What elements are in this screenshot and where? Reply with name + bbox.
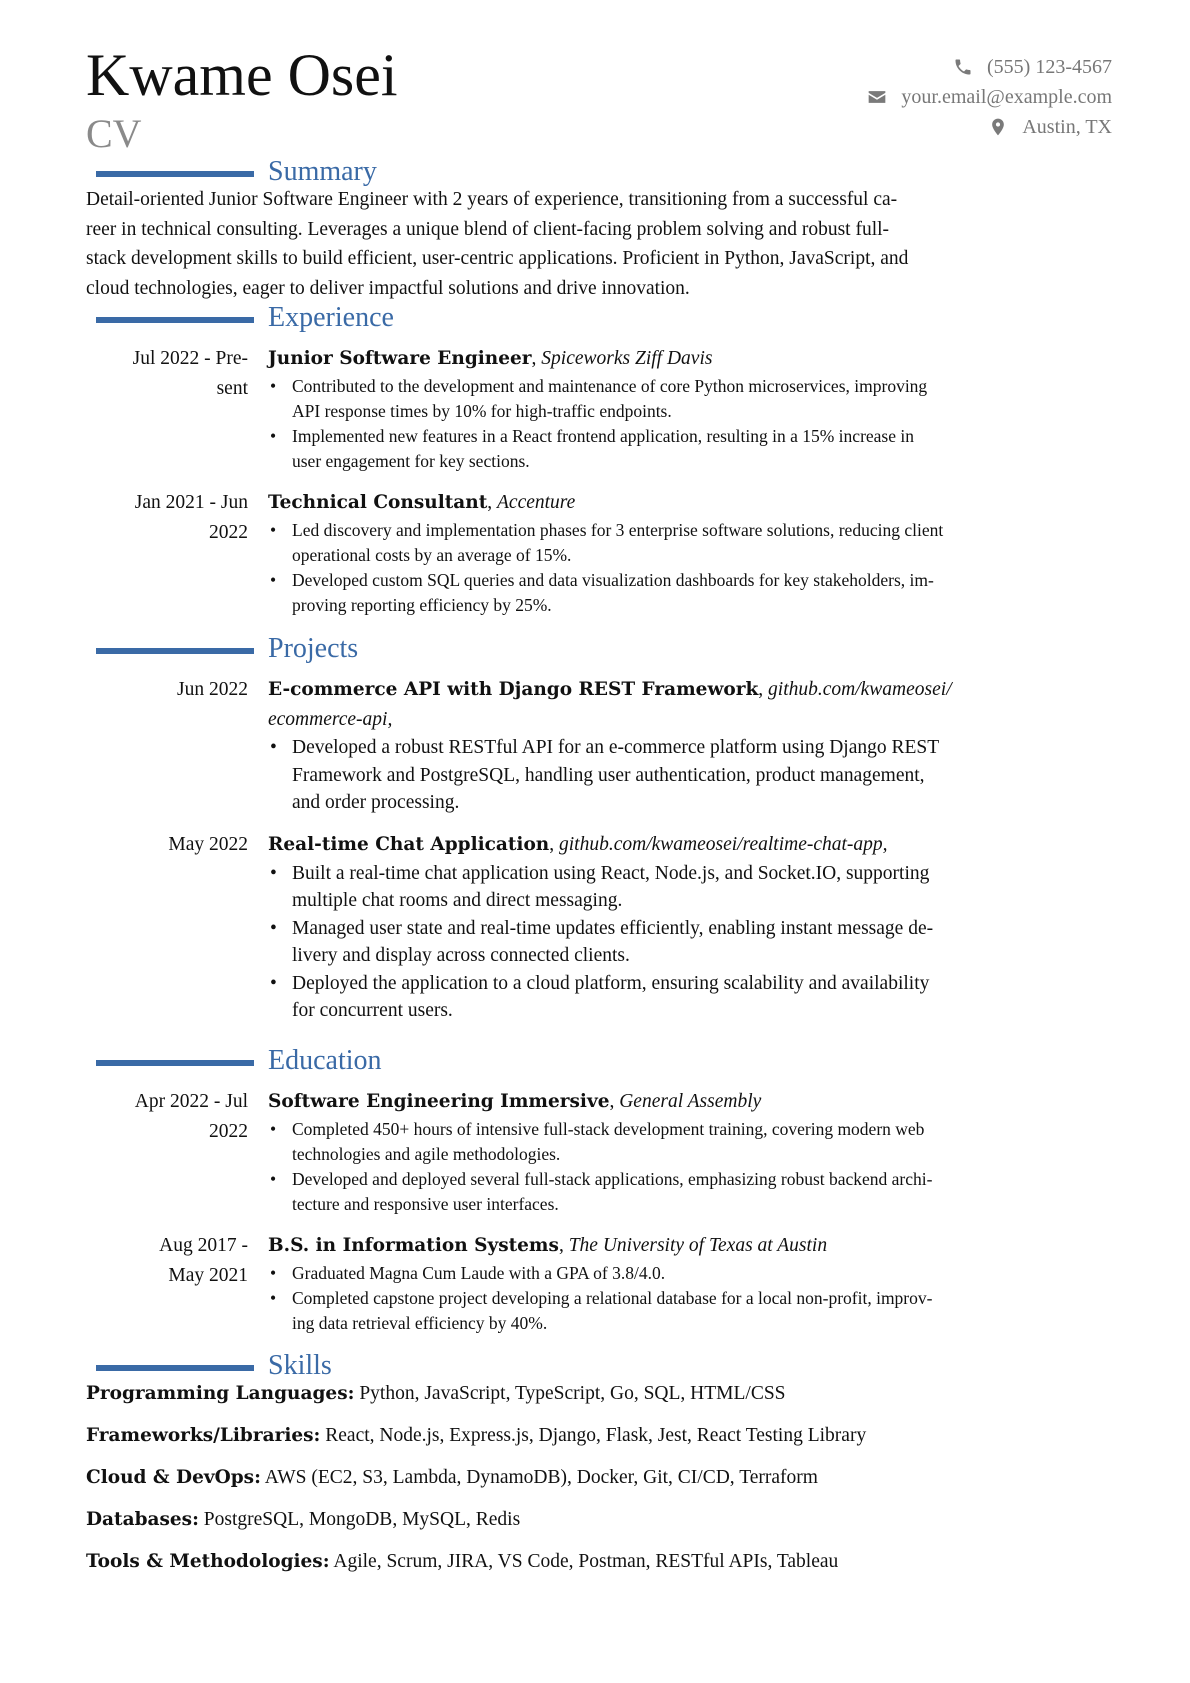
list-item: • Developed custom SQL queries and data visualization dashboards for key stakeholders, im- proving reporting efficiency by 25%. — [292, 568, 1118, 618]
section-header-experience — [96, 302, 394, 334]
entry-heading: E-commerce API with Django REST Framework, github.com/kwameosei/ — [268, 679, 952, 700]
skill-label: Frameworks/Libraries: — [86, 1425, 321, 1446]
list-item: • Contributed to the development and maintenance of core Python microservices, improving API response times by 10% for high-traffic endpoints. — [292, 374, 1118, 424]
section-accent-bar — [96, 648, 254, 654]
list-item: • Graduated Magna Cum Laude with a GPA of 3.8/4.0. — [292, 1261, 1118, 1286]
bullet-list — [268, 1117, 1118, 1217]
section-accent-bar — [96, 171, 254, 177]
list-item: • Developed a robust RESTful API for an e-commerce platform using Django REST Framework and PostgreSQL, handling user authentication, product management, and order processing. — [292, 734, 1118, 817]
date-line: Jan 2021 - Jun — [134, 492, 248, 513]
document-subtitle: CV — [86, 111, 142, 156]
skill-row — [86, 1380, 786, 1408]
section-title: Projects — [268, 633, 359, 664]
contact-location — [867, 112, 1112, 142]
bullet-list — [268, 734, 1118, 817]
phone-icon — [953, 57, 973, 77]
entry-heading: Junior Software Engineer, Spiceworks Ziff Davis — [268, 348, 713, 369]
section-accent-bar — [96, 1365, 254, 1371]
date-line: Jul 2022 - Pre- — [132, 348, 248, 369]
email-address: your.email@example.com — [901, 86, 1112, 108]
date-line: 2022 — [209, 521, 248, 543]
date-line: May 2021 — [168, 1264, 248, 1286]
section-title: Summary — [268, 156, 377, 187]
skill-label: Cloud & DevOps: — [86, 1467, 261, 1488]
entry-heading: Technical Consultant, Accenture — [268, 492, 576, 513]
bullet-list — [268, 374, 1118, 474]
candidate-name: Kwame Osei — [86, 42, 398, 108]
section-header-summary — [96, 156, 377, 188]
list-item: • Led discovery and implementation phases for 3 enterprise software solutions, reducing client operational costs by an average of 15%. — [292, 518, 1118, 568]
degree-title: B.S. in Information Systems — [268, 1235, 559, 1256]
section-title: Experience — [268, 302, 394, 333]
contact-phone[interactable] — [867, 52, 1112, 82]
entry-body — [268, 675, 1118, 817]
summary-line: cloud technologies, eager to deliver impactful solutions and drive innovation. — [86, 277, 690, 299]
project-title: Real-time Chat Application — [268, 834, 550, 855]
institution: General Assembly — [619, 1091, 762, 1112]
date-line: sent — [216, 377, 248, 399]
bullet-list — [268, 860, 1118, 1025]
organization: Accenture — [497, 492, 576, 513]
summary-line: reer in technical consulting. Leverages a unique blend of client-facing problem solving and robust full- — [86, 218, 890, 240]
organization: Spiceworks Ziff Davis — [541, 348, 713, 369]
entry-date — [86, 1087, 248, 1146]
skill-value: PostgreSQL, MongoDB, MySQL, Redis — [203, 1509, 521, 1530]
entry-body — [268, 830, 1118, 1025]
envelope-icon — [867, 87, 887, 107]
skill-value: Agile, Scrum, JIRA, VS Code, Postman, RESTful APIs, Tableau — [333, 1551, 839, 1572]
skill-row — [86, 1548, 838, 1576]
entry-date — [86, 344, 248, 403]
job-title: Technical Consultant — [268, 492, 488, 513]
list-item: • Deployed the application to a cloud platform, ensuring scalability and availability for concurrent users. — [292, 970, 1118, 1025]
skill-label: Programming Languages: — [86, 1383, 355, 1404]
entry-date: Jun 2022 — [177, 679, 248, 700]
project-link[interactable]: ecommerce-api, — [268, 708, 393, 730]
list-item: • Managed user state and real-time updates efficiently, enabling instant message de- livery and display across connected clients. — [292, 915, 1118, 970]
degree-title: Software Engineering Immersive — [268, 1091, 610, 1112]
section-header-education — [96, 1045, 382, 1077]
section-title: Education — [268, 1045, 382, 1076]
summary-line: stack development skills to build efficient, user-centric applications. Proficient in Python, JavaScript, and — [86, 248, 909, 269]
phone-number: (555) 123-4567 — [987, 56, 1112, 78]
date-line: Apr 2022 - Jul — [134, 1091, 248, 1112]
skill-label: Tools & Methodologies: — [86, 1551, 330, 1572]
entry-body — [268, 1087, 1118, 1217]
section-header-projects — [96, 633, 358, 665]
entry-date: May 2022 — [168, 834, 248, 855]
entry-date — [86, 488, 248, 547]
skill-value: Python, JavaScript, TypeScript, Go, SQL, HTML/CSS — [359, 1383, 786, 1404]
skill-row — [86, 1506, 520, 1534]
skill-row — [86, 1464, 818, 1492]
project-link[interactable]: github.com/kwameosei/ — [768, 679, 952, 700]
project-link[interactable]: github.com/kwameosei/realtime-chat-app, — [559, 834, 888, 855]
summary-text — [86, 185, 1118, 303]
bullet-list — [268, 1261, 1118, 1336]
section-title: Skills — [268, 1350, 332, 1381]
location-text: Austin, TX — [1022, 116, 1112, 138]
contact-email[interactable] — [867, 82, 1112, 112]
entry-date — [86, 1231, 248, 1290]
entry-heading: Software Engineering Immersive, General Assembly — [268, 1091, 762, 1112]
skill-row — [86, 1422, 866, 1450]
contact-block — [867, 52, 1112, 142]
date-line: 2022 — [209, 1120, 248, 1142]
skill-label: Databases: — [86, 1509, 199, 1530]
project-title: E-commerce API with Django REST Framework — [268, 679, 759, 700]
entry-body — [268, 1231, 1118, 1336]
entry-heading-cont — [268, 705, 1118, 735]
section-accent-bar — [96, 317, 254, 323]
map-pin-icon — [988, 117, 1008, 137]
list-item: • Implemented new features in a React frontend application, resulting in a 15% increase in user engagement for key sections. — [292, 424, 1118, 474]
summary-line: Detail-oriented Junior Software Engineer with 2 years of experience, transitioning from a successful ca- — [86, 189, 898, 210]
list-item: • Completed 450+ hours of intensive full-stack development training, covering modern web technologies and agile methodologies. — [292, 1117, 1118, 1167]
entry-heading: B.S. in Information Systems, The University of Texas at Austin — [268, 1235, 828, 1256]
entry-body — [268, 344, 1118, 474]
section-accent-bar — [96, 1060, 254, 1066]
list-item: • Developed and deployed several full-stack applications, emphasizing robust backend archi- tecture and responsive user interfaces. — [292, 1167, 1118, 1217]
list-item: • Built a real-time chat application using React, Node.js, and Socket.IO, supporting multiple chat rooms and direct messaging. — [292, 860, 1118, 915]
entry-heading: Real-time Chat Application, github.com/kwameosei/realtime-chat-app, — [268, 834, 888, 855]
date-line: Aug 2017 - — [159, 1235, 248, 1256]
list-item: • Completed capstone project developing a relational database for a local non-profit, improv- ing data retrieval efficiency by 40%. — [292, 1286, 1118, 1336]
entry-body — [268, 488, 1118, 618]
job-title: Junior Software Engineer — [268, 348, 532, 369]
institution: The University of Texas at Austin — [568, 1235, 828, 1256]
section-header-skills — [96, 1350, 332, 1382]
bullet-list — [268, 518, 1118, 618]
skill-value: AWS (EC2, S3, Lambda, DynamoDB), Docker, Git, CI/CD, Terraform — [264, 1467, 818, 1488]
skill-value: React, Node.js, Express.js, Django, Flask, Jest, React Testing Library — [325, 1425, 867, 1446]
